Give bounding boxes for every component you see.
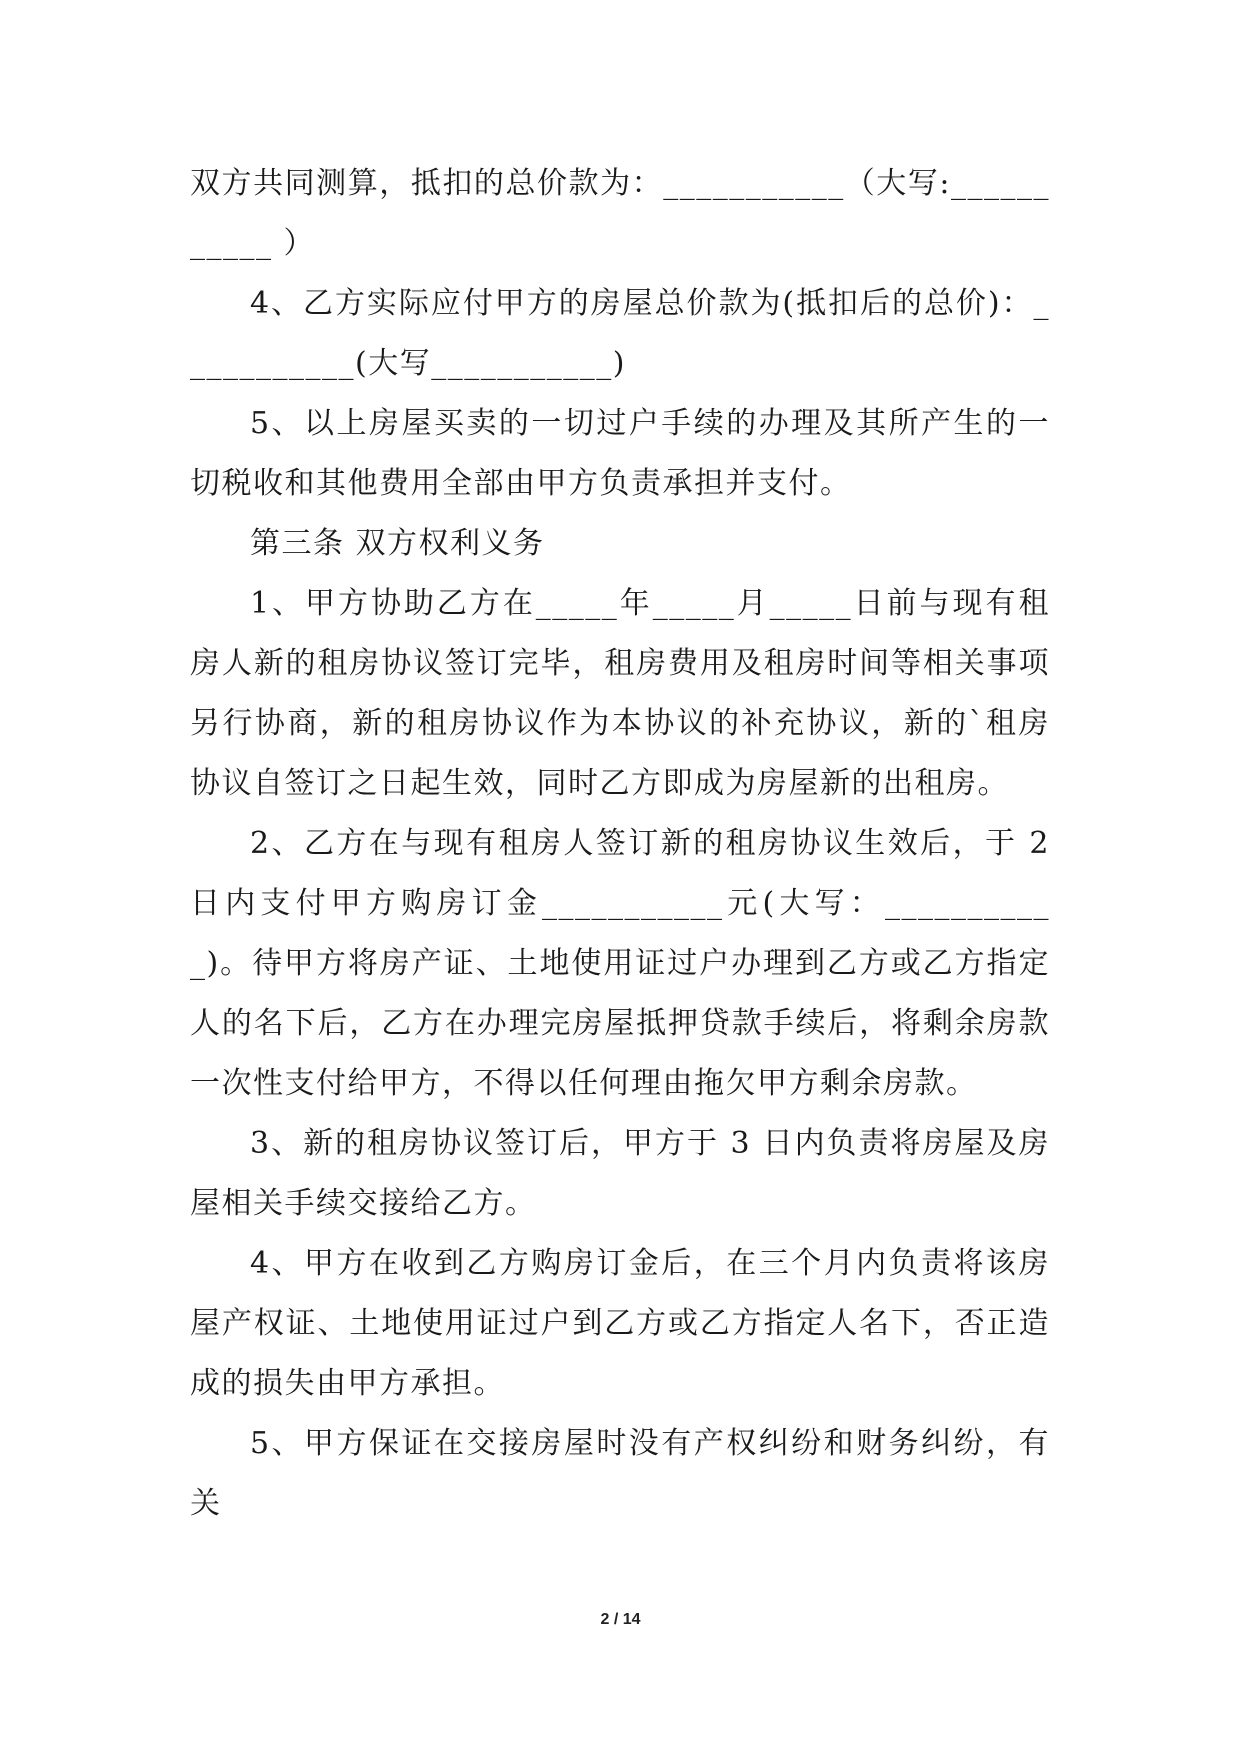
section-heading-article-3: 第三条 双方权利义务	[250, 526, 545, 561]
document-body	[190, 154, 1062, 1534]
paragraph-article-3-item-1: 1、甲方协助乙方在_____年_____月_____日前与现有租房人新的租房协议签订完毕，租房费用及租房时间等相关事项另行协商，新的租房协议作为本协议的补充协议，新的`租房协议自签订之日起生效，同时乙方即成为房屋新的出租房。	[190, 586, 1050, 801]
paragraph-article-3-item-4: 4、甲方在收到乙方购房订金后，在三个月内负责将该房屋产权证、土地使用证过户到乙方或乙方指定人名下，否正造成的损失由甲方承担。	[190, 1246, 1050, 1401]
paragraph-article-3-item-5: 5、甲方保证在交接房屋时没有产权纠纷和财务纠纷，有关	[190, 1426, 1050, 1521]
paragraph-item-4-total-payable: 4、乙方实际应付甲方的房屋总价款为(抵扣后的总价)：___________(大写___________)	[190, 286, 1050, 381]
paragraph-article-3-item-3: 3、新的租房协议签订后，甲方于 3 日内负责将房屋及房屋相关手续交接给乙方。	[190, 1126, 1050, 1221]
page-number: 2 / 14	[600, 1611, 641, 1628]
paragraph-item-5-transfer-fees: 5、以上房屋买卖的一切过户手续的办理及其所产生的一切税收和其他费用全部由甲方负责承担并支付。	[190, 406, 1050, 501]
paragraph-article-3-item-2: 2、乙方在与现有租房人签订新的租房协议生效后，于 2 日内支付甲方购房订金___________元(大写：___________)。待甲方将房产证、土地使用证过户办理到乙方或乙方指定人的名下后，乙方在办理完房屋抵押贷款手续后，将剩余房款一次性支付给甲方，不得以任何理由拖欠甲方剩余房款。	[190, 826, 1062, 1101]
paragraph-total-price-offset: 双方共同测算，抵扣的总价款为：___________（大写:___________ ）	[190, 166, 1050, 261]
